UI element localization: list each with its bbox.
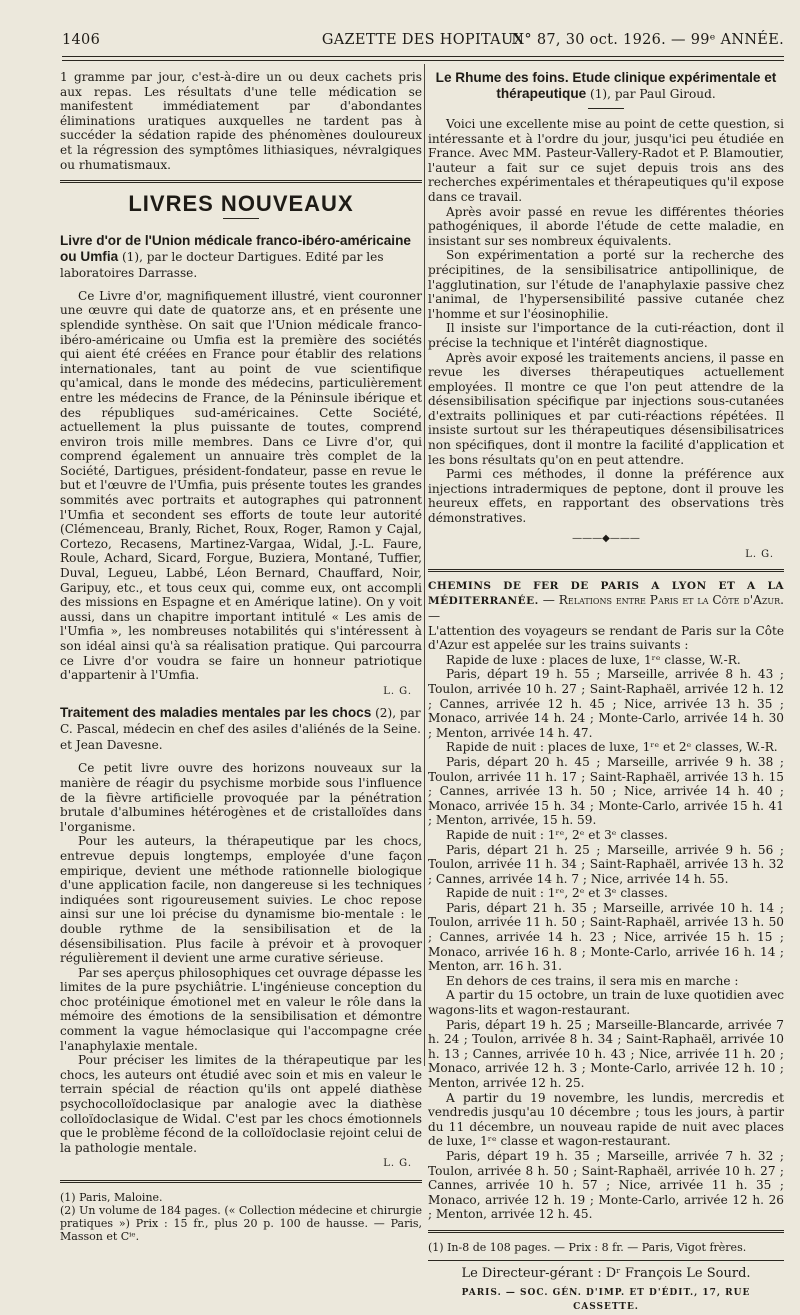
director-line: Le Directeur-gérant : Dʳ François Le Sourd. <box>461 1265 751 1281</box>
footnote-2: (2) Un volume de 184 pages. (« Collection médecine et chirurgie pratiques ») Prix : 15 fr., plus 20 p. 100 de hausse. — Paris, Masson et Cⁱᵉ. <box>60 1204 422 1243</box>
book2-paragraph-4: Pour préciser les limites de la thérapeutique par les chocs, les auteurs ont étudié avec soin et mis en valeur le terrain spécial de réaction qu'ils ont appelé diathèse psychocolloïdoclasique par analogie avec la diathèse colloïdoclasique de Widal. C'est par les chocs émotionnels que le problème fécond de la colloïdoclasie rejoint celui de la pathologie mentale. <box>60 1053 422 1155</box>
footnote-rule-right <box>428 1230 784 1233</box>
column-divider <box>424 64 425 1066</box>
short-rule <box>223 218 259 219</box>
book2-byline: (2), par C. Pascal, médecin en chef des asiles d'aliénés de la Seine. et Jean Davesne. <box>60 706 421 753</box>
footnote-1: (1) Paris, Maloine. <box>60 1191 163 1204</box>
train-entry: Rapide de luxe : places de luxe, 1ʳᵉ classe, W.-R. <box>446 652 741 667</box>
book2-title: Traitement des maladies mentales par les chocs <box>60 705 372 721</box>
article-byline: (1), par Paul Giroud. <box>590 87 716 101</box>
page-header <box>62 32 784 58</box>
right-column <box>428 70 784 1315</box>
article-paragraph-5: Après avoir exposé les traitements anciens, il passe en revue les diverses thérapeutiques actuellement employées. Il montre ce que l'on peut attendre de la désensibilisation spécifique par injections sous-cutanées d'extraits polliniques et par cuti-réactions répétées. Il insiste surtout sur les thérapeutiques désensibilisatrices non spécifiques, dont il montre la facilité d'application et les bons résultats qu'on en peut attendre. <box>428 350 784 467</box>
train-entry: Paris, départ 20 h. 45 ; Marseille, arrivée 9 h. 38 ; Toulon, arrivée 11 h. 17 ; Saint-Raphaël, arrivée 13 h. 15 ; Cannes, arrivée 13 h. 50 ; Nice, arrivée 14 h. 40 ; Monaco, arrivée 15 h. 34 ; Monte-Carlo, arrivée 15 h. 41 ; Menton, arrivée, 15 h. 59. <box>428 754 784 828</box>
train-entry: Paris, départ 19 h. 55 ; Marseille, arrivée 8 h. 43 ; Toulon, arrivée 10 h. 27 ; Saint-Raphaël, arrivée 12 h. 12 ; Cannes, arrivée 12 h. 45 ; Nice, arrivée 13 h. 35 ; Monaco, arrivée 14 h. 24 ; Monte-Carlo, arrivée 14 h. 30 ; Menton, arrivée 14 h. 47. <box>428 667 784 740</box>
article-rule <box>588 108 624 109</box>
article-footnote-1: (1) In-8 de 108 pages. — Prix : 8 fr. — Paris, Vigot frères. <box>428 1240 747 1254</box>
book2-paragraph-2: Pour les auteurs, la thérapeutique par les chocs, entrevue depuis longtemps, employée d'une façon empirique, devient une méthode rationnelle biologique d'une application facile, non dangereuse si les techniques indiquées sont rigoureusement suivies. Le choc repose ainsi sur une loi précise du dynamisme bio-mentale : le double rythme de la sensibilisation et de la désensibilisation. Plus facile à prévoir et à provoquer régulièrement il devient une arme curative sérieuse. <box>60 834 422 966</box>
journal-title: GAZETTE DES HOPITAUX <box>321 32 525 48</box>
section-rule <box>60 180 422 183</box>
train-entry: Rapide de nuit : places de luxe, 1ʳᵉ et 2ᵉ classes, W.-R. <box>446 740 778 755</box>
printer-line: PARIS. — SOC. GÉN. D'IMP. ET D'ÉDIT., 17, RUE CASSETTE. <box>461 1287 751 1313</box>
rail-intro: L'attention des voyageurs se rendant de Paris sur la Côte d'Azur est appelée sur les trains suivants : <box>428 623 784 653</box>
footnote-rule <box>60 1180 422 1183</box>
issue-info: N° 87, 30 oct. 1926. — 99ᵉ ANNÉE. <box>511 32 784 48</box>
ornament-divider: ———◆——— <box>572 532 640 544</box>
rail-notice-heading <box>428 578 784 624</box>
train-list <box>428 653 784 1222</box>
article-paragraph-3: Son expérimentation a porté sur la recherche des précipitines, de la sensibilisatrice antipollinique, de l'agglutination, sur l'étude de l'anaphylaxie passive chez l'animal, de l'hypersensibilité passive cutanée chez l'homme et sur l'éosinophilie. <box>428 248 784 321</box>
section-title: LIVRES NOUVEAUX <box>128 191 354 217</box>
book2-paragraph-1: Ce petit livre ouvre des horizons nouveaux sur la manière de réagir du psychisme morbide sous l'influence de la fièvre artificielle provoquée par la pénétration brutale d'albumines hétérogènes et de cristalloïdes dans l'organisme. <box>60 761 422 834</box>
train-entry: Rapide de nuit : 1ʳᵉ, 2ᵉ et 3ᵉ classes. <box>446 886 668 901</box>
train-entry: Paris, départ 21 h. 25 ; Marseille, arrivée 9 h. 56 ; Toulon, arrivée 11 h. 34 ; Saint-Raphaël, arrivée 13 h. 32 ; Cannes, arrivée 14 h. 7 ; Nice, arrivée 14 h. 55. <box>428 842 784 886</box>
train-entry: Paris, départ 19 h. 35 ; Marseille, arrivée 7 h. 32 ; Toulon, arrivée 8 h. 50 ; Saint-Raphaël, arrivée 10 h. 27 ; Cannes, arrivée 10 h. 57 ; Nice, arrivée 11 h. 35 ; Monaco, arrivée 12 h. 19 ; Monte-Carlo, arrivée 12 h. 26 ; Menton, arrivée 12 h. 45. <box>428 1148 784 1222</box>
train-entry: A partir du 15 octobre, un train de luxe quotidien avec wagons-lits et wagon-restaurant. <box>428 988 784 1018</box>
article-signature: L. G. <box>745 549 774 561</box>
train-entry: Paris, départ 21 h. 35 ; Marseille, arrivée 10 h. 14 ; Toulon, arrivée 11 h. 50 ; Saint-Raphaël, arrivée 13 h. 50 ; Cannes, arrivée 14 h. 23 ; Nice, arrivée 15 h. 15 ; Monaco, arrivée 16 h. 8 ; Monte-Carlo, arrivée 16 h. 14 ; Menton, arr. 16 h. 31. <box>428 900 784 974</box>
train-entry: Rapide de nuit : 1ʳᵉ, 2ᵉ et 3ᵉ classes. <box>446 827 668 842</box>
article-paragraph-2: Après avoir passé en revue les différentes théories pathogéniques, il aborde l'étude de cette maladie, en insistant sur ses nombreux équivalents. <box>428 204 784 248</box>
book1-heading <box>60 233 422 281</box>
article-paragraph-6: Parmi ces méthodes, il donne la préférence aux injections intradermiques de peptone, dont il prouve les heureux effets, en rapportant des observations très démonstratives. <box>428 467 784 526</box>
train-entry: Paris, départ 19 h. 25 ; Marseille-Blancarde, arrivée 7 h. 24 ; Toulon, arrivée 8 h. 34 ; Saint-Raphaël, arrivée 10 h. 13 ; Cannes, arrivée 10 h. 43 ; Nice, arrivée 11 h. 20 ; Monaco, arrivée 12 h. 3 ; Monte-Carlo, arrivée 12 h. 10 ; Menton, arrivée 12 h. 25. <box>428 1017 784 1090</box>
article-title: Le Rhume des foins. Etude clinique expérimentale et thérapeutique <box>435 70 777 101</box>
header-rule-thin <box>62 60 784 61</box>
train-entry: En dehors de ces trains, il sera mis en marche : <box>446 973 739 988</box>
book2-paragraph-3: Par ses aperçus philosophiques cet ouvrage dépasse les limites de la pure psychiâtrie. L'ingénieuse conception du choc protéinique émotionel met en valeur le rôle dans la mémoire des émotions de la sensibilisation et démontre comment la vague hémoclasique qui l'accompagne crée l'anaphylaxie mentale. <box>60 965 422 1053</box>
director-rule <box>428 1260 784 1261</box>
header-rule <box>62 56 784 57</box>
book2-heading <box>60 705 422 753</box>
intro-paragraph: 1 gramme par jour, c'est-à-dire un ou deux cachets pris aux repas. Les résultats d'une telle médication se manifestent immédiatement par d'abondantes éliminations uratiques auxquelles ne tardent pas à succéder la sédation rapide des phénomènes douloureux et la régression des symptômes lithiasiques, névralgiques ou rhumatismaux. <box>60 70 422 172</box>
article-paragraph-4: Il insiste sur l'importance de la cuti-réaction, dont il précise la technique et l'intérêt diagnostique. <box>428 321 784 350</box>
book2-signature: L. G. <box>383 1158 412 1170</box>
book1-byline: (1), par le docteur Dartigues. Edité par les laboratoires Darrasse. <box>60 249 384 280</box>
page-number: 1406 <box>62 32 101 48</box>
rail-subtitle: — Relations entre Paris et la Côte d'Azur. — <box>428 593 784 623</box>
rail-title: CHEMINS DE FER DE PARIS A LYON ET A LA MÉDITERRANÉE. <box>428 579 784 608</box>
book1-title: Livre d'or de l'Union médicale franco-ibéro-américaine ou Umfia <box>60 232 411 264</box>
article-heading <box>428 70 784 102</box>
rail-rule <box>428 569 784 572</box>
book1-signature: L. G. <box>383 685 412 697</box>
article-paragraph-1: Voici une excellente mise au point de cette question, si intéressante et à l'ordre du jour, jusqu'ici peu étudiée en France. Avec MM. Pasteur-Vallery-Radot et P. Blamoutier, l'auteur a fait sur ce sujet depuis trois ans des recherches expérimentales et thérapeutiques qu'il expose dans ce travail. <box>428 117 784 204</box>
train-entry: A partir du 19 novembre, les lundis, mercredis et vendredis jusqu'au 10 décembre ; tous les jours, à partir du 11 décembre, un nouveau rapide de nuit avec places de luxe, 1ʳᵉ classe et wagon-restaurant. <box>428 1090 784 1149</box>
book1-review: Ce Livre d'or, magnifiquement illustré, vient couronner une œuvre qui date de quatorze ans, et en présente une splendide synthèse. On sait que l'Union médicale franco-ibéro-américaine ou Umfia est la première des sociétés qui aient été créées en France pour établir des relations internationales, tant au point de vue scientifique qu'amical, dans le monde des médecins, particulièrement entre les médecins de France, de la Péninsule ibérique et des républiques sud-américaines. Cette Société, actuellement la plus puissante de toutes, comprend environ trois mille membres. Dans ce Livre d'or, qui comprend également un annuaire très complet de la Société, Dartigues, président-fondateur, passe en revue le but et l'œuvre de l'Umfia, puis présente toutes les grandes sommités avec portraits et autographes qui patronnent l'Umfia et secondent ses efforts de toute leur autorité (Clémenceau, Branly, Richet, Roux, Roger, Ramon y Cajal, Cortezo, Recasens, Martinez-Vargaa, Widal, J.-L. Faure, Roule, Achard, Sicard, Forgue, Buziera, Montané, Tuffier, Duval, Legueu, Labbé, Léon Bernard, Chauffard, Noir, Garipuy, etc., et tous ceux qui, comme eux, ont accompli des missions en Espagne et en Amérique latine). On y voit aussi, dans un chapitre important intitulé « Les amis de l'Umfia », les nombreuses notabilités qui s'intéressent à son idéal ainsi qu'à sa réalisation pratique. Qui parcourra ce Livre d'or voudra se faire un honneur patriotique d'appartenir à l'Umfia. <box>60 288 422 683</box>
left-column <box>60 70 422 1243</box>
